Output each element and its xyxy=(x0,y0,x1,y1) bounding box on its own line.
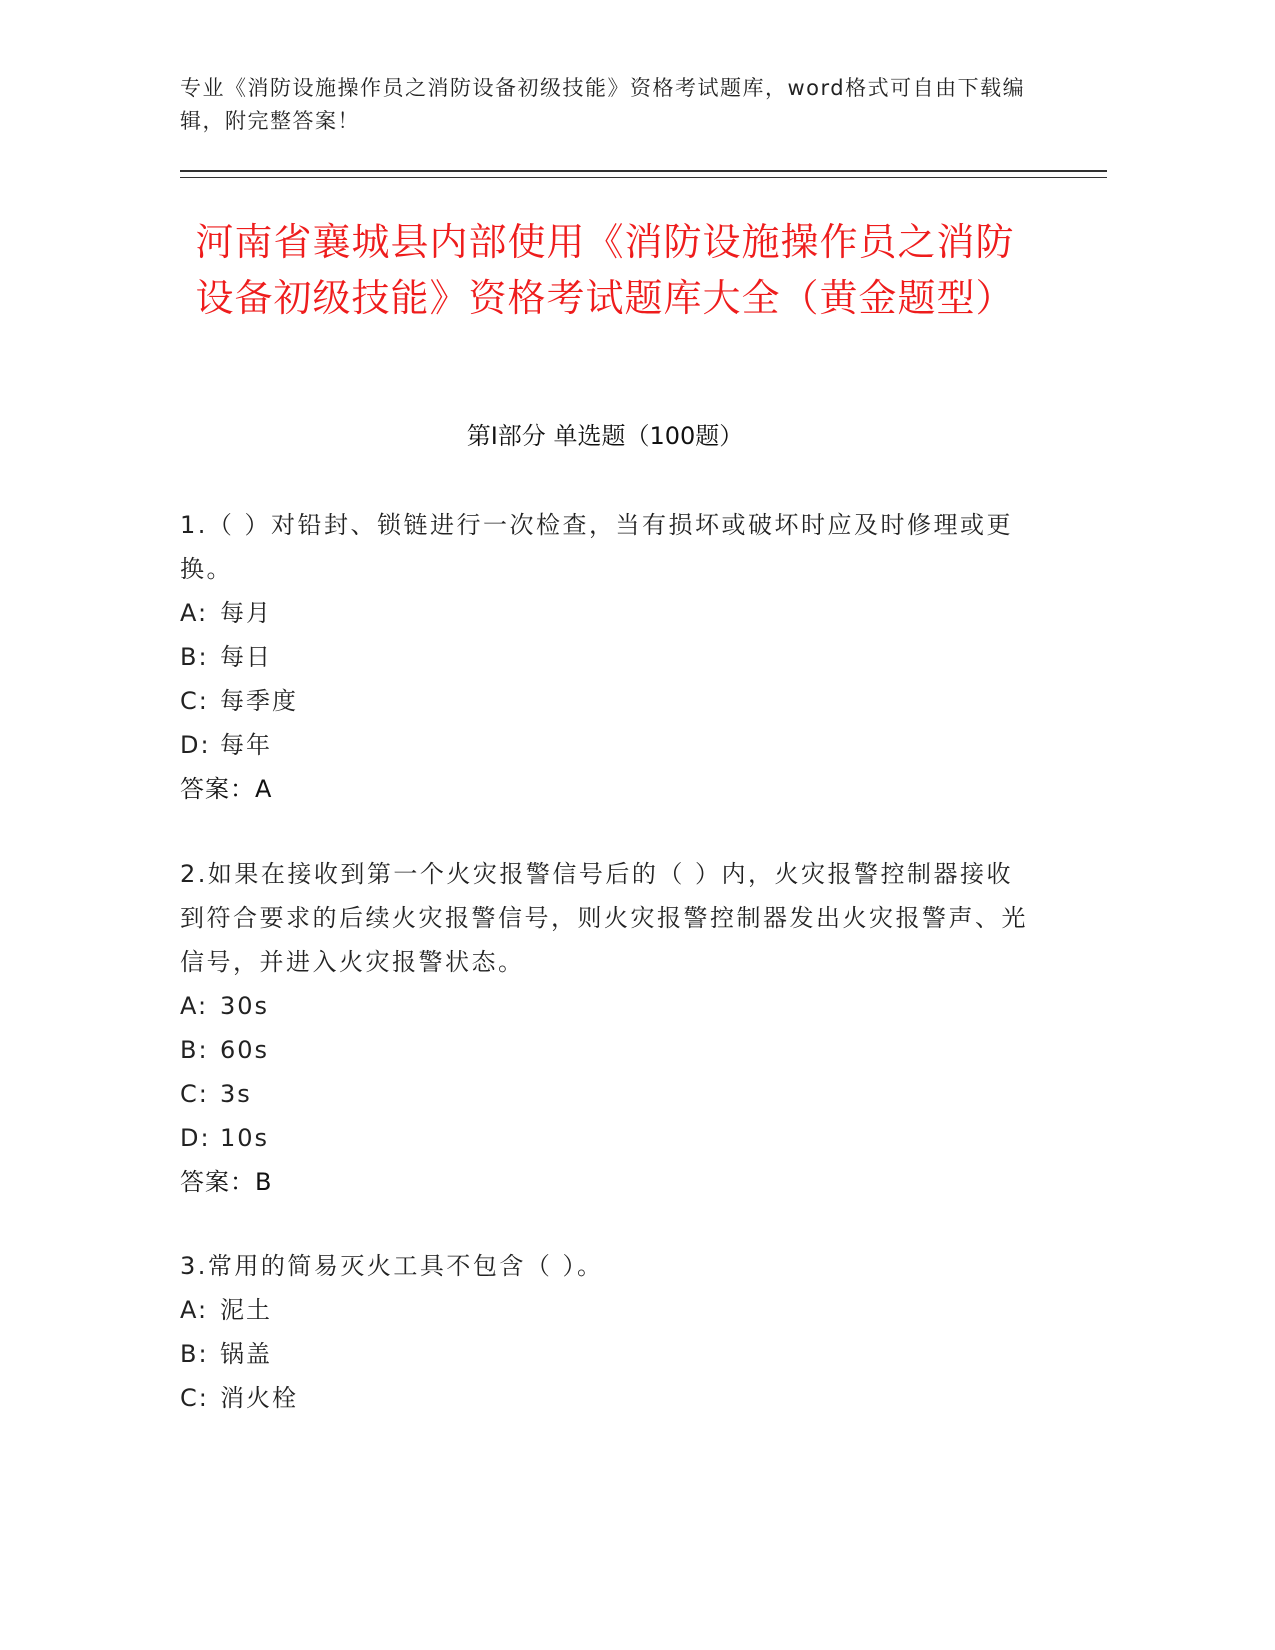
option-text: 锅盖 xyxy=(220,1340,272,1368)
header-divider-thick xyxy=(180,170,1107,172)
option-text: 30s xyxy=(220,992,270,1020)
option-text: 泥土 xyxy=(220,1296,272,1324)
option-letter: B: xyxy=(180,1036,209,1064)
question-text: 2.如果在接收到第一个火灾报警信号后的（ ）内，火灾报警控制器接收到符合要求的后续火灾报警信号，则火灾报警控制器发出火灾报警声、光信号，并进入火灾报警状态。 xyxy=(180,860,1028,976)
option-c xyxy=(180,679,1030,723)
question-1 xyxy=(180,503,1030,811)
option-letter: C: xyxy=(180,1384,209,1412)
question-3 xyxy=(180,1244,1030,1420)
section-title: 第I部分 单选题（100题） xyxy=(466,422,744,450)
option-d xyxy=(180,1116,1030,1160)
option-c xyxy=(180,1072,1030,1116)
option-text: 3s xyxy=(220,1080,252,1108)
question-2 xyxy=(180,852,1030,1204)
option-text: 每季度 xyxy=(220,687,298,715)
option-a xyxy=(180,984,1030,1028)
option-text: 消火栓 xyxy=(220,1384,298,1412)
option-letter: C: xyxy=(180,1080,209,1108)
option-letter: B: xyxy=(180,1340,209,1368)
option-letter: B: xyxy=(180,643,209,671)
option-b xyxy=(180,1028,1030,1072)
option-a xyxy=(180,591,1030,635)
option-text: 每年 xyxy=(220,731,272,759)
question-text: 3.常用的简易灭火工具不包含（ ）。 xyxy=(180,1252,604,1280)
option-letter: D: xyxy=(180,1124,211,1152)
option-letter: D: xyxy=(180,731,211,759)
option-text: 10s xyxy=(220,1124,270,1152)
question-text: 1.（ ）对铅封、锁链进行一次检查，当有损坏或破坏时应及时修理或更换。 xyxy=(180,511,1014,583)
option-d xyxy=(180,723,1030,767)
option-a xyxy=(180,1288,1030,1332)
option-b xyxy=(180,635,1030,679)
option-letter: C: xyxy=(180,687,209,715)
option-c xyxy=(180,1376,1030,1420)
option-letter: A: xyxy=(180,992,209,1020)
option-text: 每月 xyxy=(220,599,272,627)
header-divider-thin xyxy=(180,177,1107,178)
header-note: 专业《消防设施操作员之消防设备初级技能》资格考试题库，word格式可自由下载编辑，附完整答案！ xyxy=(180,76,1026,133)
answer: 答案：A xyxy=(180,775,273,803)
option-text: 每日 xyxy=(220,643,272,671)
option-text: 60s xyxy=(220,1036,270,1064)
option-letter: A: xyxy=(180,599,209,627)
document-title: 河南省襄城县内部使用《消防设施操作员之消防设备初级技能》资格考试题库大全（黄金题型） xyxy=(195,220,1015,320)
option-letter: A: xyxy=(180,1296,209,1324)
answer: 答案：B xyxy=(180,1168,273,1196)
option-b xyxy=(180,1332,1030,1376)
